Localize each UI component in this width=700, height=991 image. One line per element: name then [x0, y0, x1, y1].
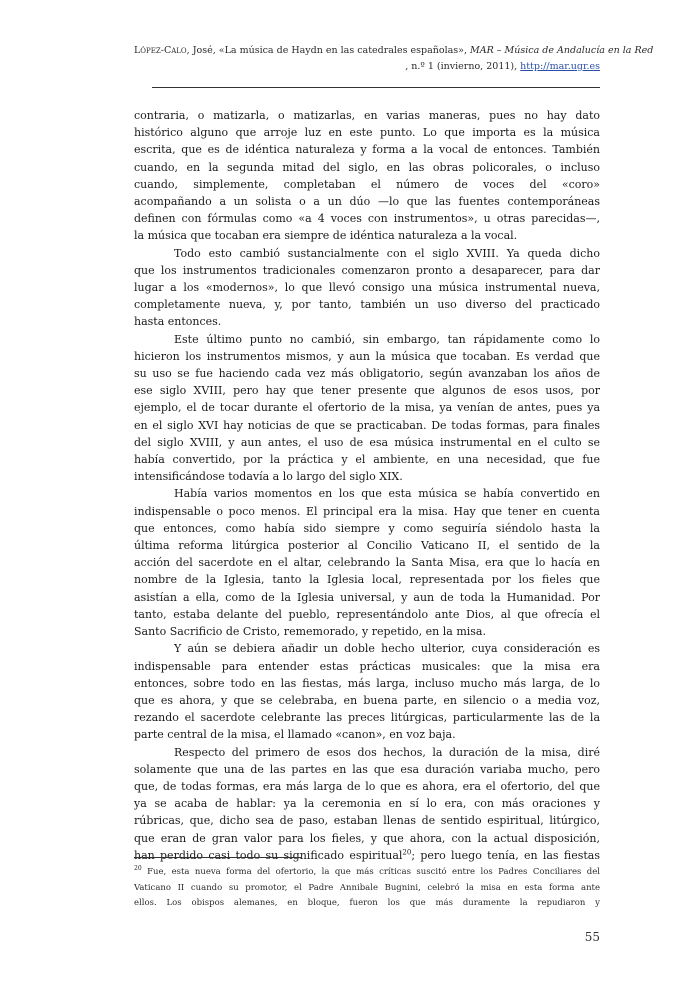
footnote-divider	[134, 857, 302, 858]
paragraph	[134, 331, 600, 486]
text-line: cuando, simplemente, completaban el número de voces del «coro»	[134, 177, 600, 191]
text-fragment: han perdido casi todo su significado espiritual	[134, 848, 403, 862]
text-line: indispensable o poco menos. El principal era la misa. Hay que tener en cuenta	[134, 504, 600, 518]
text-line: la música que tocaban era siempre de idéntica naturaleza a la vocal.	[134, 229, 518, 243]
text-line: acompañando a un solista o a un dúo —lo que las fuentes contemporáneas	[134, 195, 600, 209]
paragraph	[134, 485, 600, 640]
text-line: en el siglo XVI hay noticias de que se practicaban. De todas formas, para finales	[134, 418, 600, 432]
text-line: rezando el sacerdote celebrante las preces litúrgicas, particularmente las de la	[134, 711, 600, 725]
header-divider	[152, 87, 600, 88]
journal-title: MAR – Música de Andalucía en la Red	[470, 45, 654, 56]
footnote-line: Vaticano II cuando su promotor, el Padre Annibale Bugnini, celebró la misa en esta forma ante	[134, 882, 600, 893]
text-line: solamente que una de las partes en las que esa duración variaba mucho, pero	[134, 762, 600, 776]
text-line: ya se acaba de hablar: ya la ceremonia en sí lo era, con más oraciones y	[134, 797, 600, 811]
footnote	[134, 865, 600, 912]
text-line: cuando, en la segunda mitad del siglo, en las obras policorales, o incluso	[134, 160, 600, 174]
text-line: tanto, estaba delante del pueblo, representándolo ante Dios, al que ofrecía el	[134, 607, 600, 621]
citation-line-2	[134, 59, 600, 75]
body-text	[134, 107, 600, 864]
author-and-title: , José, «La música de Haydn en las catedrales españolas»,	[186, 45, 471, 56]
text-line: entonces, sobre todo en las fiestas, más larga, incluso mucho más larga, de lo	[134, 676, 600, 690]
text-line: Y aún se debiera añadir un doble hecho ulterior, cuya consideración es	[174, 642, 600, 656]
text-line: rúbricas, que, dicho sea de paso, estaban llenas de sentido espiritual, litúrgico,	[134, 814, 600, 828]
text-line: lugar a los «modernos», lo que llevó consigo una música instrumental nueva,	[134, 281, 600, 295]
text-line: intensificándose todavía a lo largo del siglo XIX.	[134, 470, 403, 484]
running-header	[134, 43, 654, 75]
citation-line-1	[134, 43, 654, 59]
text-line: del siglo XVIII, y aun antes, el uso de esa música instrumental en el culto se	[134, 435, 600, 449]
text-line: que es ahora, y que se celebraba, en buena parte, en silencio o a media voz,	[134, 693, 600, 707]
text-line: indispensable para entender estas prácticas musicales: que la misa era	[134, 659, 600, 673]
footnote-line	[134, 865, 600, 881]
text-line: Respecto del primero de esos dos hechos, la duración de la misa, diré	[174, 745, 600, 759]
text-line: Santo Sacrificio de Cristo, rememorado, y repetido, en la misa.	[134, 625, 486, 639]
text-line: última reforma litúrgica posterior al Concilio Vaticano II, el sentido de la	[134, 539, 600, 553]
text-fragment: ; pero luego tenía, en las fiestas	[411, 848, 600, 862]
text-line: acción del sacerdote en el altar, celebrando la Santa Misa, era que lo hacía en	[134, 556, 600, 570]
text-line: que eran de gran valor para los fieles, y que ahora, con la actual disposición,	[134, 831, 600, 845]
footnote-reference[interactable]: 20	[402, 848, 412, 857]
text-line: Todo esto cambió sustancialmente con el siglo XVIII. Ya queda dicho	[174, 246, 600, 260]
paragraph	[134, 245, 600, 331]
text-line: Este último punto no cambió, sin embargo, tan rápidamente como lo	[174, 332, 600, 346]
text-line	[134, 847, 600, 864]
text-line: su uso se fue haciendo cada vez más obligatorio, según avanzaban los años de	[134, 367, 600, 381]
text-line: que los instrumentos tradicionales comenzaron pronto a desaparecer, para dar	[134, 263, 600, 277]
text-line: hasta entonces.	[134, 315, 222, 329]
text-line: hicieron los instrumentos mismos, y aun la música que tocaban. Es verdad que	[134, 349, 600, 363]
text-line: que entonces, como había sido siempre y como seguiría siéndolo hasta la	[134, 521, 600, 535]
footnote-text: Fue, esta nueva forma del ofertorio, la que más críticas suscitó entre los Padres Conciliares del	[141, 867, 600, 877]
footnote-line: ellos. Los obispos alemanes, en bloque, fueron los que más duramente la repudiaron y	[134, 898, 600, 908]
text-line: asistían a ella, como de la Iglesia universal, y aun de toda la Humanidad. Por	[134, 590, 600, 604]
text-line: definen con fórmulas como «a 4 voces con instrumentos», u otras parecidas—,	[134, 212, 600, 226]
author-surname: López-Calo	[134, 45, 187, 56]
text-line: ese siglo XVIII, pero hay que tener presente que algunos de esos usos, por	[134, 384, 600, 398]
issue-info: , n.º 1 (invierno, 2011),	[405, 61, 521, 72]
text-line: Había varios momentos en los que esta música se había convertido en	[174, 487, 600, 501]
text-line: parte central de la misa, el llamado «canon», en voz baja.	[134, 728, 456, 742]
paragraph	[134, 640, 600, 743]
text-line: que, de todas formas, era más larga de lo que es ahora, era el ofertorio, del que	[134, 779, 600, 793]
text-line: histórico alguno que arroje luz en este punto. Lo que importa es la música	[134, 126, 600, 140]
text-line: había convertido, por la práctica y el ambiente, en una necesidad, que fue	[134, 453, 600, 467]
footnote-number: 20	[134, 865, 142, 873]
paragraph	[134, 107, 600, 245]
text-line: contraria, o matizarla, o matizarlas, en varias maneras, pues no hay dato	[134, 109, 600, 122]
text-line: completamente nueva, y, por tanto, también un uso diverso del practicado	[134, 298, 600, 312]
paragraph	[134, 744, 600, 864]
text-line: nombre de la Iglesia, tanto la Iglesia local, representada por los fieles que	[134, 573, 600, 587]
journal-url-link[interactable]: http://mar.ugr.es	[520, 61, 600, 72]
text-line: escrita, que es de idéntica naturaleza y forma a la vocal de entonces. También	[134, 143, 600, 157]
page-number: 55	[584, 930, 600, 944]
text-line: ejemplo, el de tocar durante el ofertorio de la misa, ya venían de antes, pues ya	[134, 401, 600, 415]
